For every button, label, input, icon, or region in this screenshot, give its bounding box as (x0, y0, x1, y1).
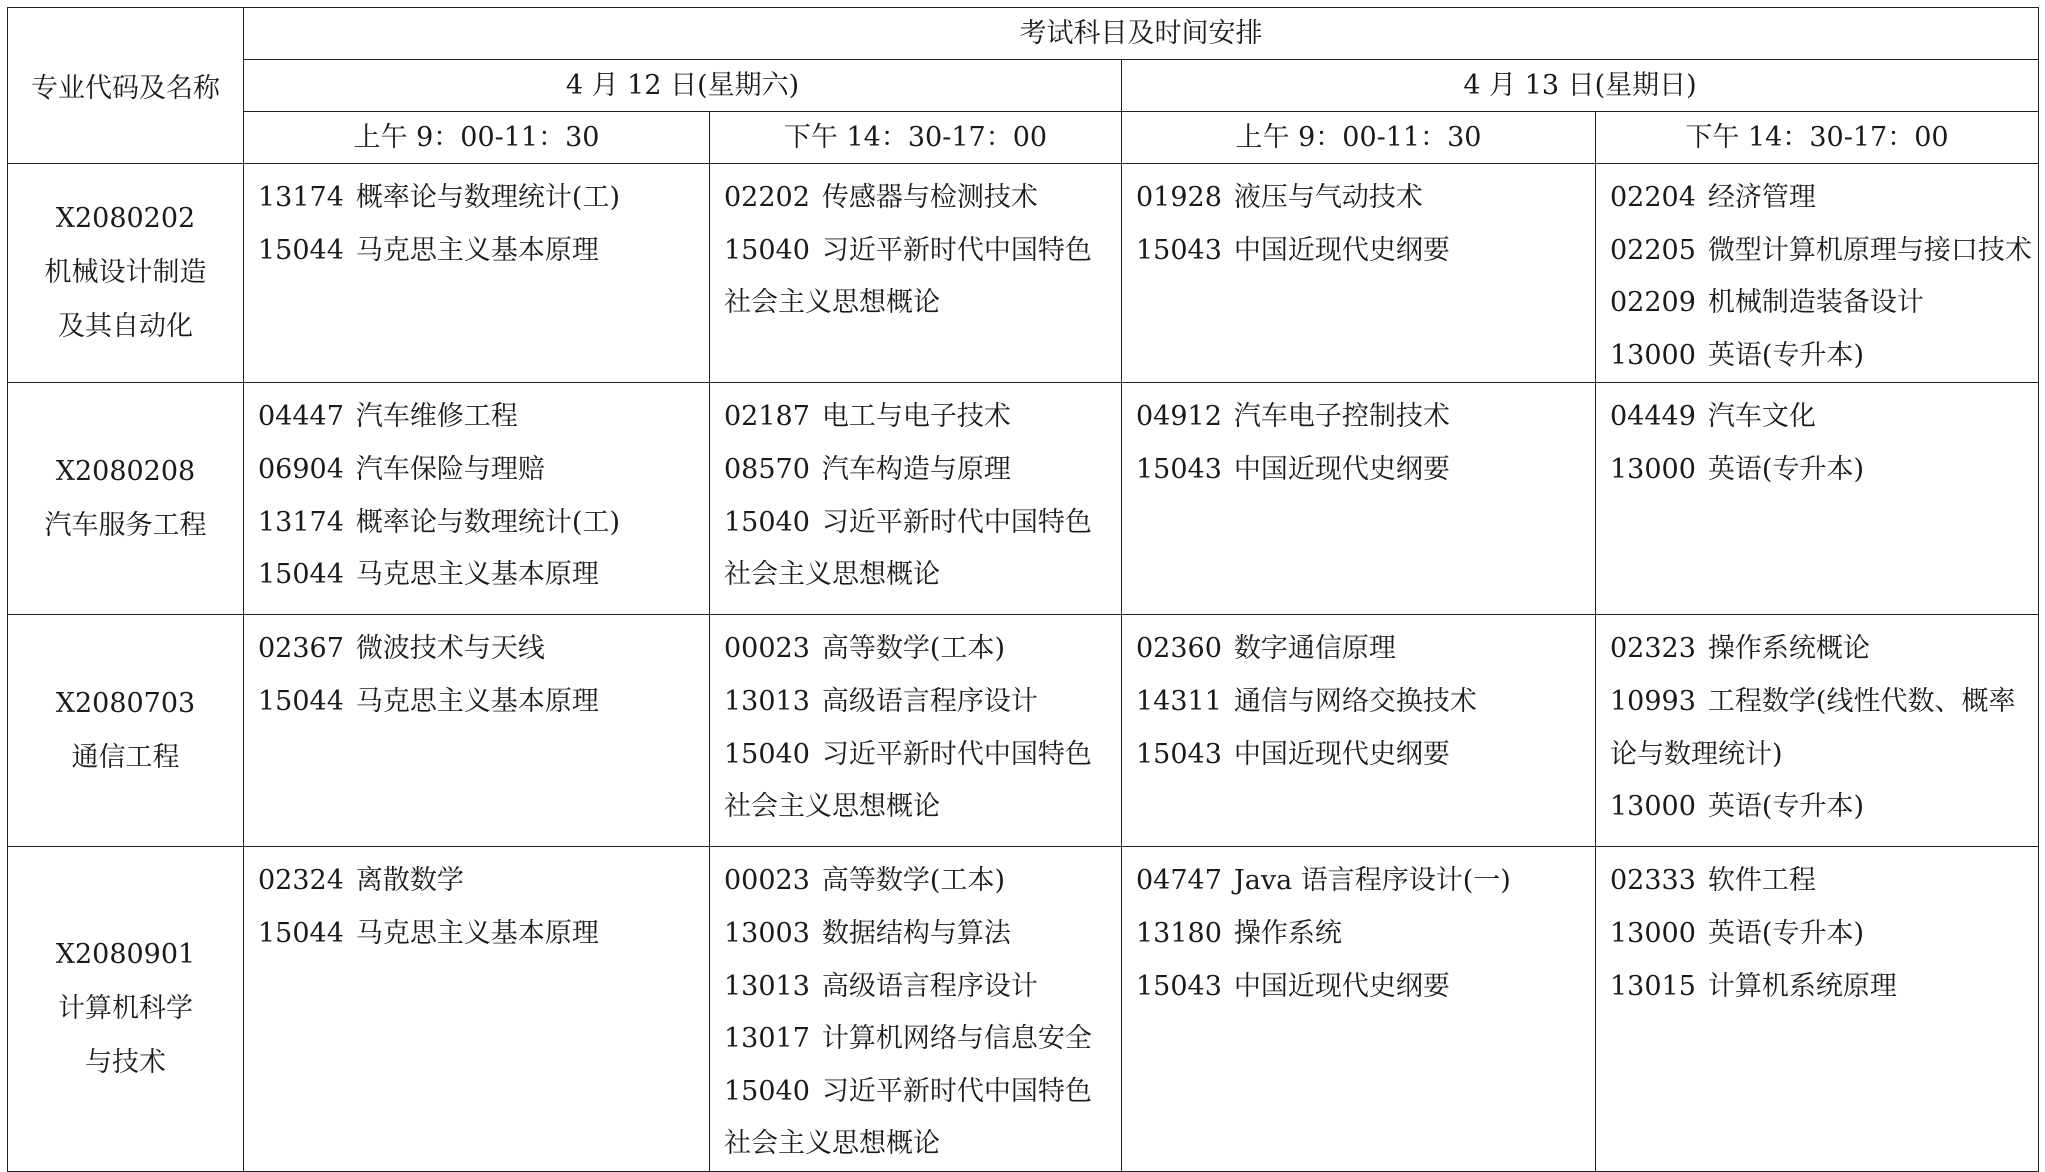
major-cell (8, 847, 244, 1172)
subject-name: 习近平新时代中国特色 (821, 506, 1092, 538)
subject-name: 高等数学(工本) (821, 865, 1005, 897)
subject-name: 马克思主义基本原理 (355, 685, 599, 717)
subject-code: 00023 (724, 865, 810, 897)
subject-code: 13000 (1610, 453, 1696, 485)
subject-line (724, 855, 1121, 908)
subject-code: 15044 (258, 917, 344, 949)
subject-code: 08570 (724, 453, 810, 485)
major-name-line: 计算机科学 (58, 993, 193, 1025)
table-row (8, 383, 2039, 615)
subject-code: 14311 (1136, 685, 1222, 717)
major-code: X2080202 (55, 203, 196, 235)
subject-code: 15044 (258, 234, 344, 266)
major-name-line: 与技术 (85, 1047, 166, 1079)
subject-line (724, 781, 1121, 834)
subject-code: 13174 (258, 182, 344, 213)
subject-line (1136, 444, 1595, 497)
subject-line (724, 729, 1121, 782)
subject-line (1610, 330, 2038, 383)
subject-name: 英语(专升本) (1707, 791, 1864, 823)
subject-code: 02324 (258, 865, 344, 897)
subject-name: 计算机网络与信息安全 (821, 1023, 1092, 1055)
subject-line (724, 1013, 1121, 1066)
subject-name: 中国近现代史纲要 (1233, 234, 1450, 266)
subject-code: 15044 (258, 559, 344, 591)
subject-name: 马克思主义基本原理 (355, 917, 599, 949)
slot-header: 下午 14：30-17：00 (710, 112, 1122, 164)
subject-code: 13174 (258, 506, 344, 538)
subject-name: 论与数理统计) (1610, 738, 1783, 770)
subject-code: 02360 (1136, 633, 1222, 665)
subject-code: 02202 (724, 182, 810, 213)
subject-line (1610, 729, 2038, 782)
subject-line (258, 225, 709, 278)
subject-name: Java 语言程序设计(一) (1233, 865, 1511, 897)
subject-cell (1596, 383, 2039, 615)
subject-name: 数据结构与算法 (821, 917, 1011, 949)
subject-cell (244, 615, 710, 847)
subject-line (258, 172, 709, 225)
subject-name: 软件工程 (1707, 865, 1816, 897)
subject-code: 02187 (724, 401, 810, 433)
subject-code: 13000 (1610, 917, 1696, 949)
subject-cell (710, 164, 1122, 383)
subject-line (1610, 908, 2038, 961)
subject-line (258, 444, 709, 497)
subject-code: 15040 (724, 738, 810, 770)
major-cell (8, 164, 244, 383)
subject-cell (1122, 164, 1596, 383)
subject-cell (244, 847, 710, 1172)
subject-line (258, 391, 709, 444)
subject-code: 13015 (1610, 970, 1696, 1002)
subject-name: 工程数学(线性代数、概率 (1707, 685, 2016, 717)
subject-line (724, 549, 1121, 602)
subject-name: 离散数学 (355, 865, 464, 897)
subject-line (258, 623, 709, 676)
subject-line (1610, 855, 2038, 908)
subject-name: 马克思主义基本原理 (355, 234, 599, 266)
subject-code: 15040 (724, 1075, 810, 1107)
subject-name: 微波技术与天线 (355, 633, 545, 665)
subject-name: 机械制造装备设计 (1707, 287, 1924, 319)
subject-code: 04449 (1610, 401, 1696, 433)
subject-code: 15043 (1136, 453, 1222, 485)
subject-code: 13013 (724, 685, 810, 717)
subject-line (1610, 277, 2038, 330)
subject-line (1136, 676, 1595, 729)
subject-line (1136, 172, 1595, 225)
subject-line (1610, 676, 2038, 729)
subject-code: 02333 (1610, 865, 1696, 897)
slot-header: 上午 9：00-11：30 (1122, 112, 1596, 164)
major-name-line: 汽车服务工程 (44, 509, 207, 541)
major-code: X2080901 (55, 939, 196, 971)
subject-name: 英语(专升本) (1707, 339, 1864, 371)
subject-name: 操作系统 (1233, 917, 1342, 949)
subject-line (1136, 225, 1595, 278)
subject-code: 01928 (1136, 182, 1222, 213)
subject-line (1136, 855, 1595, 908)
subject-name: 高级语言程序设计 (821, 685, 1038, 717)
subject-line (1136, 729, 1595, 782)
schedule-title: 考试科目及时间安排 (244, 8, 2039, 60)
subject-cell (1596, 847, 2039, 1172)
subject-name: 概率论与数理统计(工) (355, 506, 620, 538)
day-header-2: 4 月 13 日(星期日) (1122, 60, 2039, 112)
major-name-line: 机械设计制造 (44, 257, 207, 289)
subject-line (258, 497, 709, 550)
subject-code: 15044 (258, 685, 344, 717)
subject-code: 00023 (724, 633, 810, 665)
subject-code: 15043 (1136, 738, 1222, 770)
subject-line (724, 1066, 1121, 1119)
subject-name: 微型计算机原理与接口技术 (1707, 234, 2032, 266)
subject-code: 06904 (258, 453, 344, 485)
subject-cell (1122, 615, 1596, 847)
subject-name: 汽车文化 (1707, 401, 1816, 433)
subject-line (1610, 225, 2038, 278)
subject-line (1610, 961, 2038, 1014)
subject-name: 计算机系统原理 (1707, 970, 1897, 1002)
subject-line (724, 277, 1121, 330)
subject-code: 02323 (1610, 633, 1696, 665)
subject-name: 汽车维修工程 (355, 401, 518, 433)
subject-name: 高级语言程序设计 (821, 970, 1038, 1002)
major-cell (8, 615, 244, 847)
subject-name: 电工与电子技术 (821, 401, 1011, 433)
subject-code: 13003 (724, 917, 810, 949)
subject-line (724, 623, 1121, 676)
subject-name: 中国近现代史纲要 (1233, 970, 1450, 1002)
subject-name: 中国近现代史纲要 (1233, 738, 1450, 770)
subject-line (724, 1118, 1121, 1171)
slot-header: 下午 14：30-17：00 (1596, 112, 2039, 164)
subject-code: 13013 (724, 970, 810, 1002)
subject-name: 高等数学(工本) (821, 633, 1005, 665)
subject-name: 英语(专升本) (1707, 917, 1864, 949)
subject-name: 经济管理 (1707, 182, 1816, 213)
table-row (8, 847, 2039, 1172)
subject-name: 汽车保险与理赔 (355, 453, 545, 485)
subject-name: 数字通信原理 (1233, 633, 1396, 665)
subject-line (258, 855, 709, 908)
subject-cell (710, 847, 1122, 1172)
subject-line (1136, 961, 1595, 1014)
subject-code: 15043 (1136, 970, 1222, 1002)
subject-code: 02209 (1610, 287, 1696, 319)
subject-line (1136, 391, 1595, 444)
subject-line (1610, 444, 2038, 497)
day-header-1: 4 月 12 日(星期六) (244, 60, 1122, 112)
subject-name: 中国近现代史纲要 (1233, 453, 1450, 485)
subject-line (1610, 391, 2038, 444)
subject-code: 02367 (258, 633, 344, 665)
slot-header: 上午 9：00-11：30 (244, 112, 710, 164)
major-name-line: 通信工程 (71, 741, 180, 773)
subject-line (1136, 623, 1595, 676)
subject-name: 习近平新时代中国特色 (821, 234, 1092, 266)
subject-name: 社会主义思想概论 (724, 287, 940, 319)
subject-name: 通信与网络交换技术 (1233, 685, 1477, 717)
subject-name: 社会主义思想概论 (724, 1128, 940, 1160)
subject-code: 04912 (1136, 401, 1222, 433)
subject-code: 13017 (724, 1023, 810, 1055)
subject-name: 社会主义思想概论 (724, 791, 940, 823)
subject-cell (1596, 164, 2039, 383)
subject-cell (244, 164, 710, 383)
subject-line (258, 549, 709, 602)
subject-cell (710, 383, 1122, 615)
major-code: X2080703 (55, 687, 196, 719)
subject-line (1136, 908, 1595, 961)
subject-code: 15040 (724, 234, 810, 266)
subject-line (724, 908, 1121, 961)
subject-name: 习近平新时代中国特色 (821, 738, 1092, 770)
subject-line (724, 391, 1121, 444)
subject-code: 02204 (1610, 182, 1696, 213)
subject-name: 马克思主义基本原理 (355, 559, 599, 591)
major-code: X2080208 (55, 455, 196, 487)
subject-cell (1122, 847, 1596, 1172)
subject-line (1610, 172, 2038, 225)
subject-line (724, 172, 1121, 225)
subject-code: 15040 (724, 506, 810, 538)
subject-code: 04447 (258, 401, 344, 433)
subject-name: 液压与气动技术 (1233, 182, 1423, 213)
subject-cell (710, 615, 1122, 847)
subject-line (1610, 623, 2038, 676)
major-name-line: 及其自动化 (58, 311, 193, 343)
subject-line (724, 225, 1121, 278)
subject-cell (1122, 383, 1596, 615)
major-column-header: 专业代码及名称 (8, 8, 244, 164)
table-row (8, 615, 2039, 847)
subject-line (1610, 781, 2038, 834)
subject-code: 13000 (1610, 339, 1696, 371)
subject-line (258, 908, 709, 961)
subject-line (724, 497, 1121, 550)
subject-name: 概率论与数理统计(工) (355, 182, 620, 213)
subject-line (724, 961, 1121, 1014)
subject-line (258, 676, 709, 729)
schedule-body (8, 164, 2039, 1172)
exam-schedule-table (7, 7, 2039, 1172)
subject-code: 10993 (1610, 685, 1696, 717)
subject-code: 13000 (1610, 791, 1696, 823)
subject-line (724, 676, 1121, 729)
subject-name: 英语(专升本) (1707, 453, 1864, 485)
subject-name: 社会主义思想概论 (724, 559, 940, 591)
major-cell (8, 383, 244, 615)
table-row (8, 164, 2039, 383)
subject-code: 15043 (1136, 234, 1222, 266)
subject-code: 02205 (1610, 234, 1696, 266)
subject-name: 汽车构造与原理 (821, 453, 1011, 485)
subject-name: 操作系统概论 (1707, 633, 1870, 665)
subject-name: 汽车电子控制技术 (1233, 401, 1450, 433)
subject-name: 传感器与检测技术 (821, 182, 1038, 213)
subject-cell (1596, 615, 2039, 847)
subject-cell (244, 383, 710, 615)
subject-line (724, 444, 1121, 497)
subject-code: 04747 (1136, 865, 1222, 897)
subject-code: 13180 (1136, 917, 1222, 949)
subject-name: 习近平新时代中国特色 (821, 1075, 1092, 1107)
